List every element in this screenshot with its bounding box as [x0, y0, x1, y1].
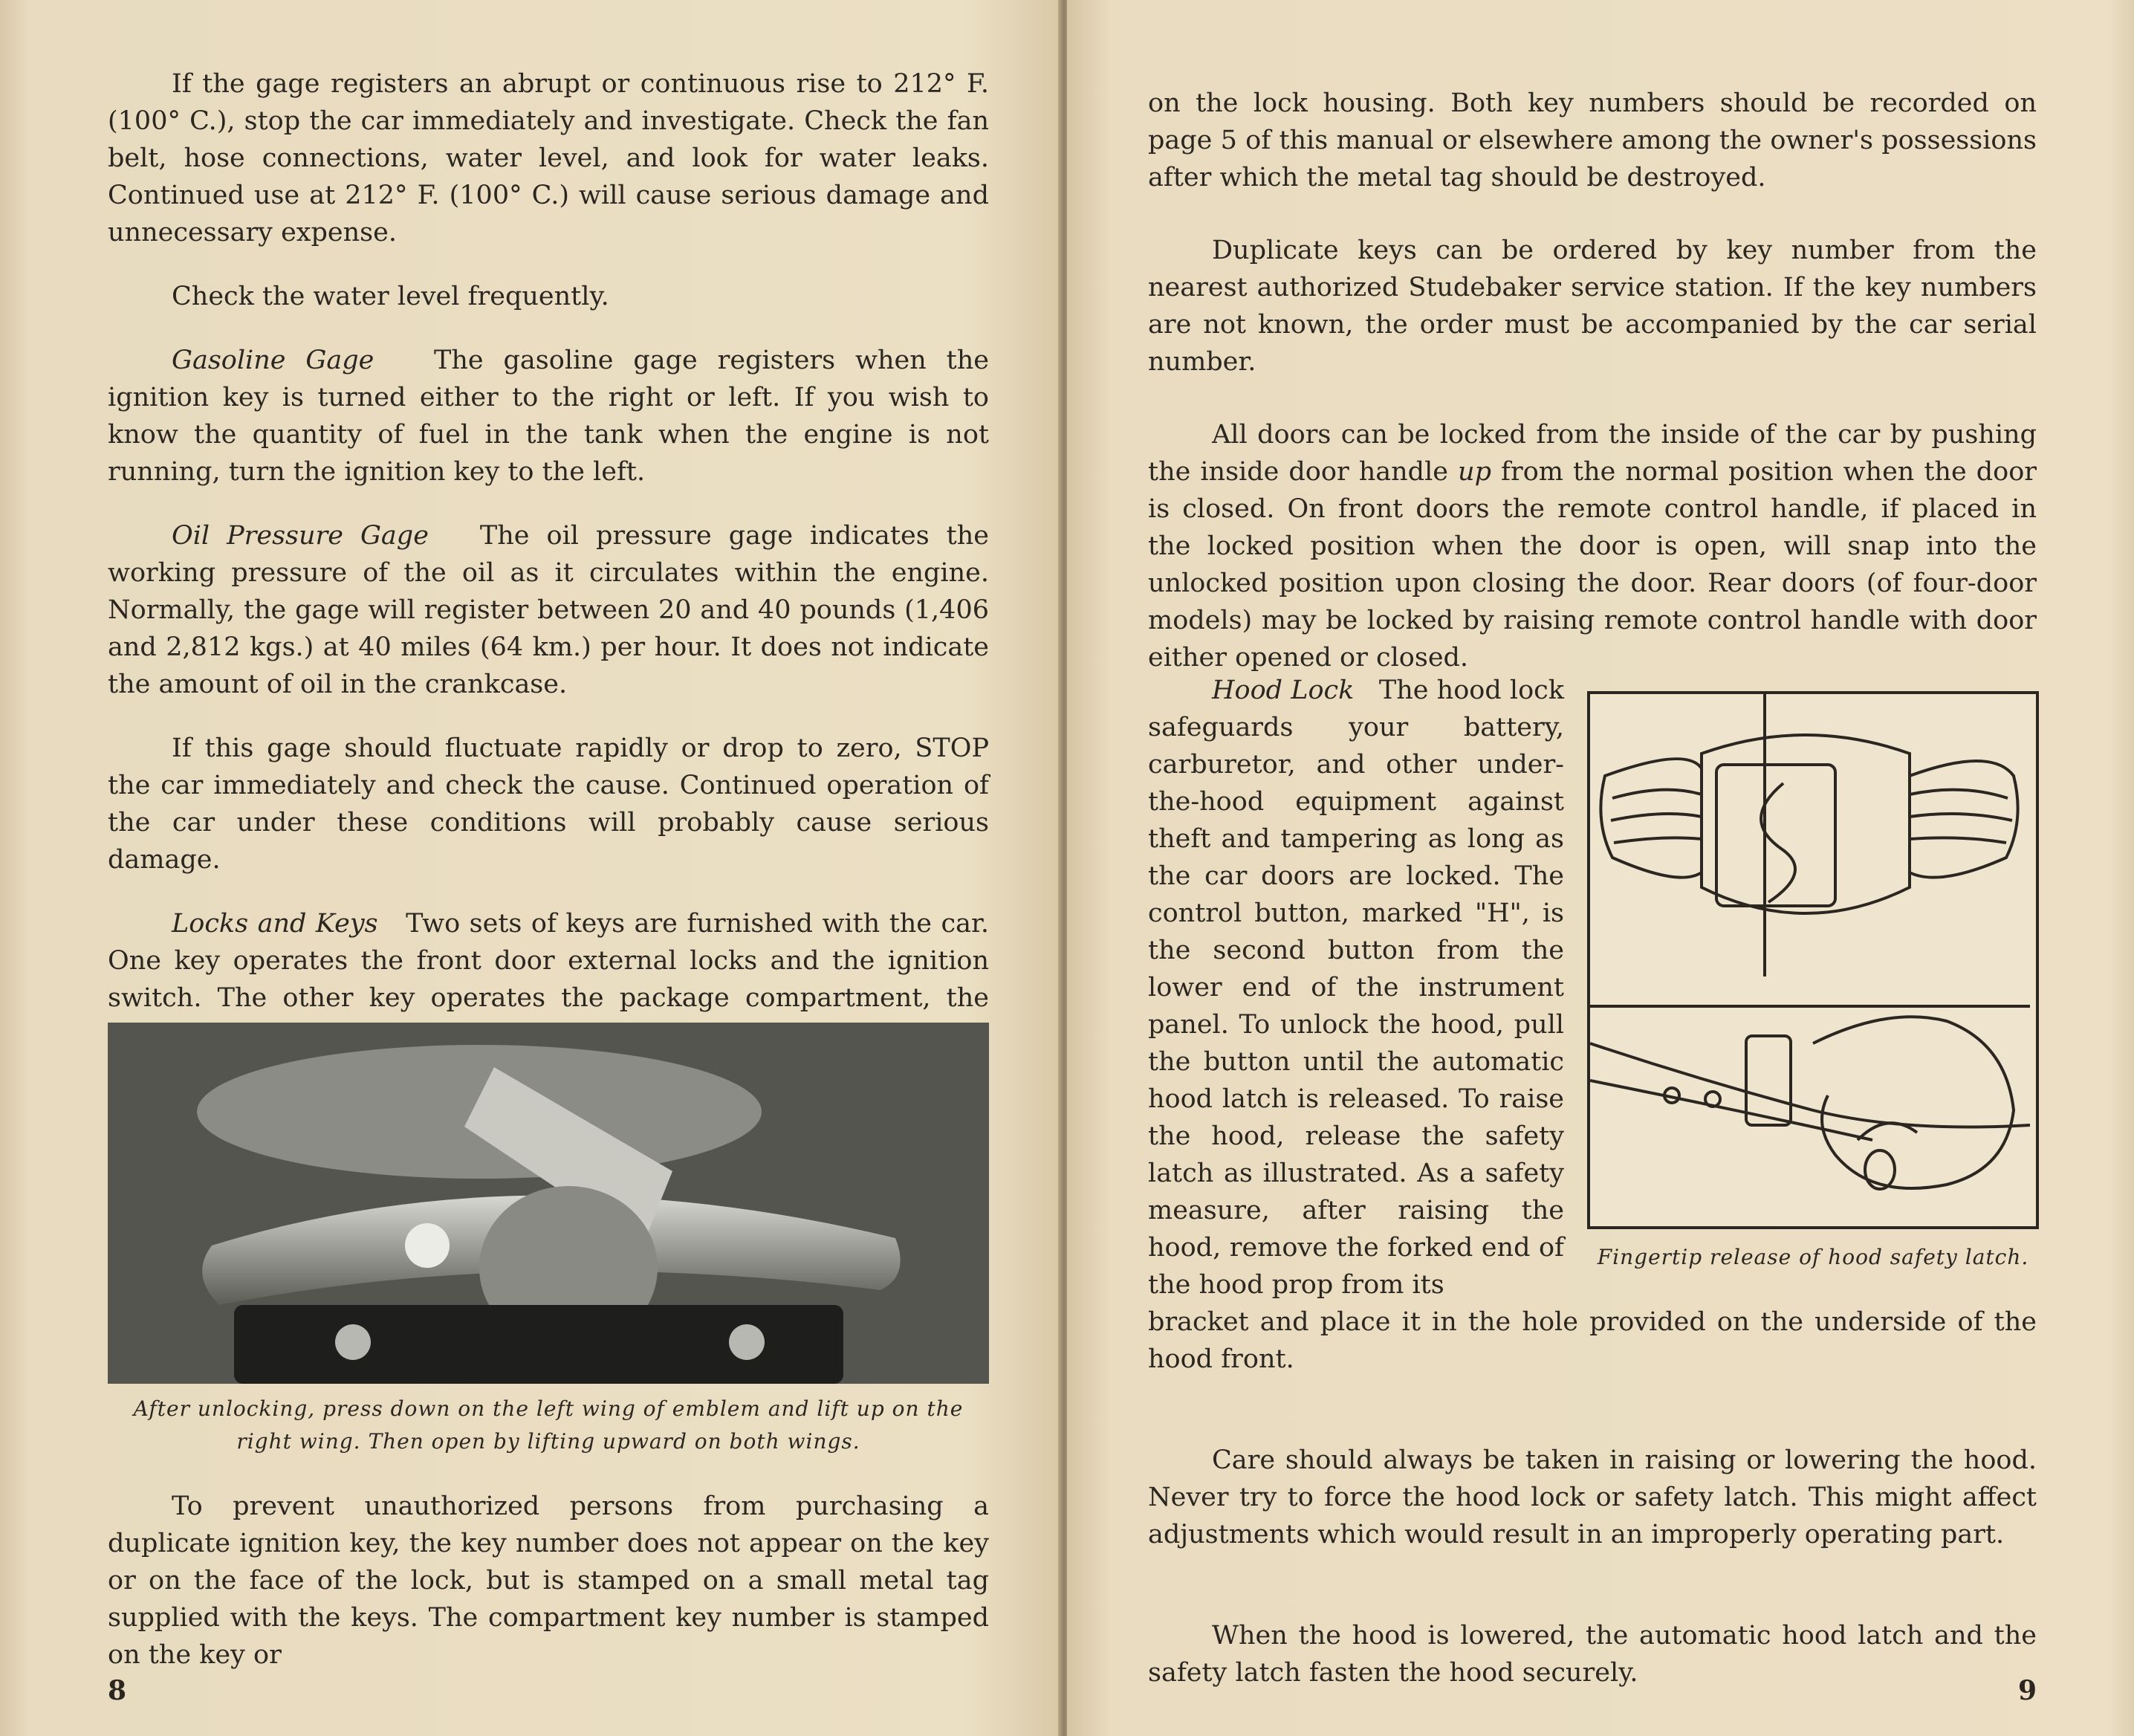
- heading-oil-pressure-gage: Oil Pressure Gage: [172, 521, 429, 551]
- door-locking-text-a: All doors can be locked from the inside of the car by pushing the inside door handle: [1148, 420, 2037, 487]
- door-locking-emphasis: up: [1458, 457, 1491, 487]
- left-text-column-bottom: [108, 1488, 989, 1674]
- page-number-left: 8: [108, 1675, 127, 1706]
- emblem-photo: [108, 1023, 989, 1384]
- door-locking-text-b: from the normal position when the door is closed. On front doors the remote control handle, if placed in the locked position when the door is open, will snap into the unlocked position upon closing the door. Rear doors (of four-door models) may be locked by raising remote control handle with door either opened or closed.: [1148, 457, 2037, 673]
- hood-lock-text: The hood lock safeguards your battery, carburetor, and other under-the-hood equipment against theft and tampering as long as the car doors are locked. The control button, marked "H", is the second button from the lower end of the instrument panel. To unlock the hood, pull the button until the automatic hood latch is released. To raise the hood, release the safety latch as illustrated. As a safety measure, after raising the hood, remove the forked end of the hood prop from its: [1148, 676, 1564, 1300]
- paragraph-hood-care: Care should always be taken in raising or lowering the hood. Never try to force the hood lock or safety latch. This might affect adjustments which would result in an improperly operating part.: [1148, 1445, 2037, 1549]
- emblem-photo-caption: After unlocking, press down on the left wing of emblem and lift up on the right wing. Then open by lifting upward on both wings.: [133, 1396, 964, 1454]
- paragraph-key-numbers: on the lock housing. Both key numbers should be recorded on page 5 of this manual or elsewhere among the owner's possessions after which the metal tag should be destroyed.: [1148, 88, 2037, 192]
- hood-lock-column: [1148, 672, 1564, 1303]
- left-page: [0, 0, 1061, 1736]
- paragraph-gage-rise: If the gage registers an abrupt or continuous rise to 212° F. (100° C.), stop the car immediately and investigate. Check the fan belt, hose connections, water level, and look for water leaks. Continued use at 212° F. (100° C.) will cause serious damage and unnecessary expense.: [108, 69, 989, 247]
- oil-pressure-gage-text: The oil pressure gage indicates the working pressure of the oil as it circulates within the engine. Normally, the gage will register between 20 and 40 pounds (1,406 and 2,812 kgs.) at 40 miles (64 km.) per hour. It does not indicate the amount of oil in the crankcase.: [108, 521, 989, 699]
- heading-gasoline-gage: Gasoline Gage: [172, 346, 374, 375]
- paragraph-gasoline-gage: [108, 342, 989, 490]
- page-number-right: 9: [2018, 1675, 2037, 1706]
- paragraph-hood-prop: bracket and place it in the hole provided on the underside of the hood front.: [1148, 1307, 2037, 1374]
- paragraph-hood-lowered: When the hood is lowered, the automatic hood latch and the safety latch fasten the hood securely.: [1148, 1621, 2037, 1688]
- hood-latch-drawing: [1590, 694, 2030, 1220]
- hood-latch-figure: [1587, 691, 2039, 1229]
- emblem-photo-illustration: [108, 1023, 989, 1384]
- paragraph-duplicate-key: To prevent unauthorized persons from purchasing a duplicate ignition key, the key number does not appear on the key or on the face of the lock, but is stamped on a small metal tag supplied with the keys. The compartment key number is stamped on the key or: [108, 1492, 989, 1670]
- paragraph-water-level: Check the water level frequently.: [172, 282, 609, 311]
- paragraph-door-locking: [1148, 416, 2037, 676]
- heading-locks-and-keys: Locks and Keys: [172, 909, 378, 939]
- paragraph-hood-lock: [1148, 672, 1564, 1303]
- hood-latch-caption: Fingertip release of hood safety latch.: [1597, 1245, 2029, 1269]
- locks-and-keys-text: Two sets of keys are furnished with the car. One key operates the front door external locks and the ignition switch. The other key operates the package compartment, the: [108, 909, 989, 1013]
- paragraph-oil-pressure-gage: [108, 517, 989, 703]
- gasoline-gage-text: The gasoline gage registers when the ignition key is turned either to the right or left. If you wish to know the quantity of fuel in the tank when the engine is not running, turn the ignition key to the left.: [108, 346, 989, 487]
- right-text-column-bottom: [1148, 1303, 2037, 1691]
- paragraph-stop-warning: If this gage should fluctuate rapidly or drop to zero, STOP the car immediately and check the cause. Continued operation of the car under these conditions will probably cause serious damage.: [108, 733, 989, 875]
- left-text-column-top: [108, 65, 989, 1054]
- right-text-column-top: [1148, 85, 2037, 676]
- paragraph-duplicate-keys: Duplicate keys can be ordered by key number from the nearest authorized Studebaker service station. If the key numbers are not known, the order must be accompanied by the car serial number.: [1148, 236, 2037, 377]
- heading-hood-lock: Hood Lock: [1212, 676, 1355, 705]
- right-page: [1067, 0, 2134, 1736]
